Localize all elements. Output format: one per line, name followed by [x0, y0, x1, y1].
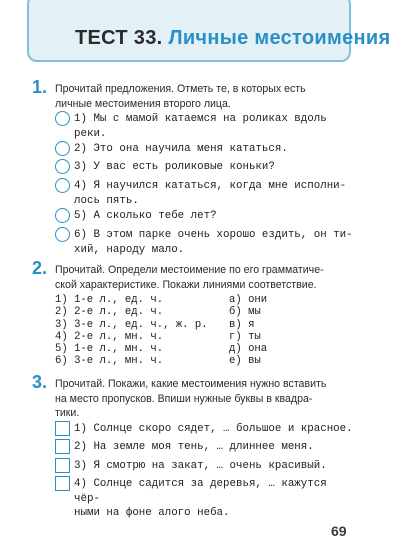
characteristics-column — [55, 294, 208, 368]
answer-circle[interactable] — [55, 159, 70, 174]
option-line: 1) Солнце скоро сядет, … большое и красное. — [74, 423, 353, 435]
task-1-number: 1. — [32, 77, 48, 97]
pronoun-item[interactable]: е) вы — [229, 355, 261, 368]
option-line: 2) Это она научила меня кататься. — [74, 143, 288, 155]
answer-circle[interactable] — [55, 227, 70, 242]
option-line: лось пять. — [74, 194, 139, 207]
task-1-instruction — [55, 82, 355, 111]
option-line: 4) Я научился кататься, когда мне исполни- — [74, 180, 347, 192]
answer-circle[interactable] — [55, 111, 70, 126]
characteristic-item[interactable]: 6) 3-е л., мн. ч. — [55, 355, 164, 368]
option-line: 6) В этом парке очень хорошо ездить, он ти- — [74, 229, 353, 241]
pronoun-item[interactable]: г) ты — [229, 330, 261, 343]
test-name: Личные местоимения — [168, 27, 391, 49]
answer-box[interactable] — [55, 421, 70, 436]
option-line: ными на фоне алого неба. — [74, 507, 230, 519]
instruction-line: Прочитай предложения. Отметь те, в которых есть — [55, 83, 306, 95]
option-line: 3) У вас есть роликовые коньки? — [74, 161, 275, 173]
answer-box[interactable] — [55, 476, 70, 491]
option-line: 1) Мы с мамой катаемся на роликах вдоль — [74, 113, 327, 125]
instruction-line: на место пропусков. Впиши нужные буквы в квадра- — [55, 392, 313, 405]
answer-box[interactable] — [55, 439, 70, 454]
page-number: 69 — [331, 523, 347, 539]
answer-circle[interactable] — [55, 178, 70, 193]
instruction-line: ской характеристике. Покажи линиями соответствие. — [55, 278, 317, 291]
option-line: реки. — [74, 127, 107, 140]
characteristic-item[interactable]: 1) 1-е л., ед. ч. — [55, 294, 164, 306]
answer-circle[interactable] — [55, 208, 70, 223]
characteristic-item[interactable]: 5) 1-е л., мн. ч. — [55, 343, 164, 356]
instruction-line: Прочитай. Определи местоимение по его грамматиче- — [55, 264, 324, 276]
option-line: хий, народу мало. — [74, 243, 185, 256]
pronoun-item[interactable]: в) я — [229, 318, 255, 331]
test-title — [75, 27, 390, 50]
task-2-number: 2. — [32, 258, 48, 278]
task-3-number: 3. — [32, 372, 48, 392]
answer-box[interactable] — [55, 458, 70, 473]
option-line: 4) Солнце садится за деревья, … кажутся чёр- — [74, 478, 327, 505]
instruction-line: тики. — [55, 407, 80, 419]
instruction-line: личные местоимения второго лица. — [55, 97, 231, 110]
pronouns-column — [229, 294, 267, 368]
instruction-line: Прочитай. Покажи, какие местоимения нужно вставить — [55, 378, 327, 390]
characteristic-item[interactable]: 4) 2-е л., мн. ч. — [55, 330, 164, 343]
task-2-instruction — [55, 263, 355, 292]
option-line: 2) На земле моя тень, … длиннее меня. — [74, 441, 314, 453]
pronoun-item[interactable]: д) она — [229, 343, 268, 356]
characteristic-item[interactable]: 2) 2-е л., ед. ч. — [55, 306, 164, 319]
answer-circle[interactable] — [55, 141, 70, 156]
test-header — [27, 0, 391, 62]
option-line: 5) А сколько тебе лет? — [74, 210, 217, 222]
pronoun-item[interactable]: б) мы — [229, 306, 261, 319]
test-number: ТЕСТ 33. — [75, 27, 163, 49]
characteristic-item[interactable]: 3) 3-е л., ед. ч., ж. р. — [55, 318, 208, 331]
option-line: 3) Я смотрю на закат, … очень красивый. — [74, 460, 327, 472]
task-3-instruction — [55, 377, 355, 421]
pronoun-item[interactable]: а) они — [229, 294, 268, 306]
